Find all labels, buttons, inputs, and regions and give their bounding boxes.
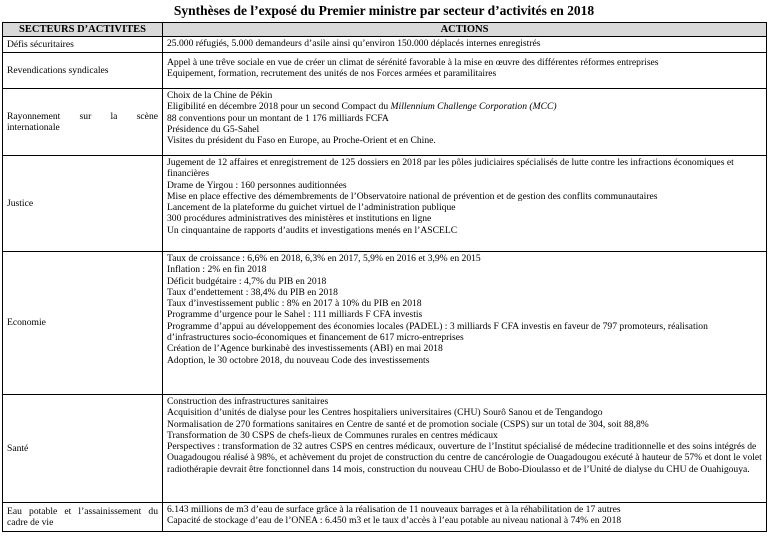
action-line: Lancement de la plateforme du guichet virtuel de l’administration publique	[167, 202, 456, 214]
action-line: Mise en place effective des démembrements de l’Observatoire national de prévention et de gestion des conflits communautaires	[167, 190, 658, 202]
action-line: 88 conventions pour un montant de 1 176 milliards FCFA	[167, 112, 389, 124]
actions-cell	[163, 252, 767, 395]
actions-cell	[163, 395, 767, 503]
sector-cell: Justice	[3, 156, 163, 252]
action-line: Déficit budgétaire : 4,7% du PIB en 2018	[167, 275, 327, 287]
action-line: Présidence du G5-Sahel	[167, 123, 260, 135]
action-line: Appel à une trêve sociale en vue de créer un climat de sérénité favorable à la mise en œuvre des différentes réformes entreprises	[167, 57, 659, 68]
sector-cell	[3, 503, 163, 532]
action-line: Visites du président du Faso en Europe, au Proche-Orient et en Chine.	[167, 135, 436, 147]
actions-cell	[163, 89, 767, 156]
actions-cell	[163, 156, 767, 252]
sector-label-line1: Eau potable et l’assainissement du	[7, 505, 158, 517]
table-row	[3, 395, 767, 503]
action-line: Jugement de 12 affaires et enregistrement de 125 dossiers en 2018 par les pôles judiciaires spécialisés de lutte contre les infractions économiques et financières	[167, 157, 734, 180]
action-line: Programme d’appui au développement des économies locales (PADEL) : 3 milliards F CFA investis en faveur de 797 promoteurs, réalisation d’infrastructures socio-économiques et financement de 617 micro-entreprises	[167, 320, 708, 344]
action-line: 25.000 réfugiés, 5.000 demandeurs d’asile ainsi qu’environ 150.000 déplacés internes enregistrés	[167, 38, 541, 49]
sector-actions-table	[2, 22, 767, 532]
action-line: Equipement, formation, recrutement des unités de nos Forces armées et paramilitaires	[167, 68, 497, 80]
header-sectors: SECTEURS D’ACTIVITES	[3, 23, 163, 37]
sector-cell: Economie	[3, 252, 163, 395]
action-line: Acquisition d’unités de dialyse pour les Centres hospitaliers universitaires (CHU) Sourô Sanou et de Tengandogo	[167, 407, 603, 419]
action-line: Programme d’urgence pour le Sahel : 111 milliards F CFA investis	[167, 309, 423, 321]
action-line: Adoption, le 30 octobre 2018, du nouveau Code des investissements	[167, 354, 430, 366]
sector-label-line2: internationale	[7, 122, 60, 133]
action-line: Création de l’Agence burkinabè des investissements (ABI) en mai 2018	[167, 343, 443, 355]
action-line: Construction des infrastructures sanitaires	[167, 396, 329, 407]
actions-cell	[163, 503, 767, 532]
table-row	[3, 53, 767, 89]
action-line: Un cinquantaine de rapports d’audits et investigations menés en l’ASCELC	[167, 224, 458, 236]
action-line: Taux d’endettement : 38,4% du PIB en 2018	[167, 286, 338, 298]
sector-cell: Défis sécuritaires	[3, 37, 163, 53]
table-row	[3, 37, 767, 53]
action-line: Choix de la Chine de Pékin	[167, 90, 273, 101]
actions-cell	[163, 53, 767, 89]
sector-cell	[3, 89, 163, 156]
actions-cell	[163, 37, 767, 53]
action-line: Drame de Yirgou : 160 personnes auditionnées	[167, 179, 347, 191]
table-row	[3, 89, 767, 156]
page-title: Synthèses de l’exposé du Premier ministre par secteur d’activités en 2018	[173, 3, 595, 18]
action-line: Taux de croissance : 6,6% en 2018, 6,3% en 2017, 5,9% en 2016 et 3,9% en 2015	[167, 253, 481, 264]
action-line: Transformation de 30 CSPS de chefs-lieux de Communes rurales en centres médicaux	[167, 429, 498, 441]
sector-cell: Santé	[3, 395, 163, 503]
action-line: Eligibilité en décembre 2018 pour un second Compact du Millennium Challenge Corporation (MCC)	[167, 101, 557, 113]
action-line: Normalisation de 270 formations sanitaires en Centre de santé et de promotion sociale (CSPS) sur un total de 304, soit 88,8%	[167, 418, 649, 430]
sector-label-line2: cadre de vie	[7, 517, 54, 528]
action-line: 300 procédures administratives des ministères et institutions en ligne	[167, 213, 432, 225]
action-line: 6.143 millions de m3 d’eau de surface grâce à la réalisation de 11 nouveaux barrages et à la réhabilitation de 17 autres	[167, 504, 621, 515]
sector-cell: Revendications syndicales	[3, 53, 163, 89]
header-actions: ACTIONS	[163, 23, 767, 37]
sector-label-line1: Rayonnement sur la scène	[7, 110, 158, 122]
action-line: Perspectives : transformation de 32 autres CSPS en centres médicaux, ouverture de l’Institut spécialisé de médecine traditionnelle et des soins intégrés de Ouagadougou réalisé à 98%, et achèvement du projet de construction du centre de cancérologie de Ouagadougou exécuté à hauteur de 57% et dont le volet radiothérapie devrait être fonctionnel dans 14 mois, construction du nouveau CHU de Bobo-Dioulasso et de l’Unité de dialyse du CHU de Ouahigouya.	[167, 441, 762, 475]
table-row	[3, 252, 767, 395]
action-line: Taux d’investissement public : 8% en 2017 à 10% du PIB en 2018	[167, 298, 422, 310]
action-line: Capacité de stockage d’eau de l’ONEA : 6.450 m3 et le taux d’accès à l’eau potable au niveau national à 74% en 2018	[167, 515, 622, 527]
table-header-row	[3, 23, 767, 37]
table-row	[3, 503, 767, 532]
table-row	[3, 156, 767, 252]
action-line: Inflation : 2% en fin 2018	[167, 264, 267, 276]
